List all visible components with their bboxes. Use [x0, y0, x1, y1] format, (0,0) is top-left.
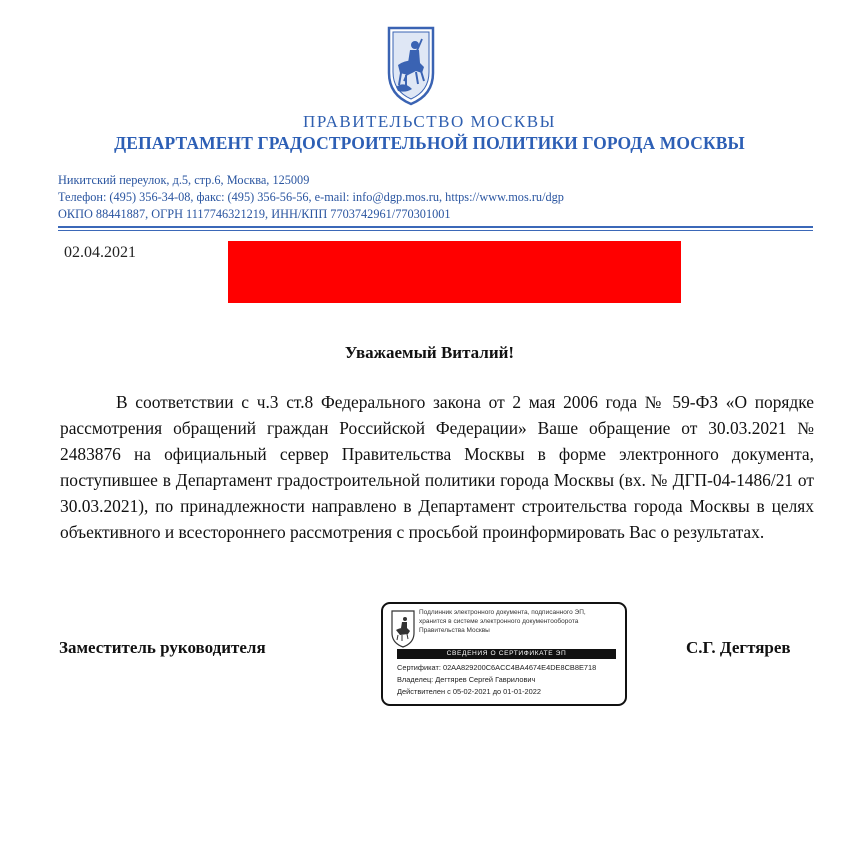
department-title: ДЕПАРТАМЕНТ ГРАДОСТРОИТЕЛЬНОЙ ПОЛИТИКИ ГОРОДА МОСКВЫ — [114, 133, 745, 153]
redaction-box — [228, 241, 681, 303]
stamp-header-line-3: Правительства Москвы — [419, 626, 490, 634]
stamp-header-line-2: хранится в системе электронного документооборота — [419, 617, 579, 625]
header-rule-thick — [58, 226, 813, 228]
signer-title: Заместитель руководителя — [59, 638, 266, 657]
stamp-certificate: Сертификат: 02AA829200C6ACC4BA4674E4DE8CB8E718 — [397, 663, 597, 672]
stamp-validity: Действителен с 05-02-2021 до 01-01-2022 — [397, 687, 541, 696]
registry-line: ОКПО 88441887, ОГРН 1117746321219, ИНН/КПП 7703742961/770301001 — [58, 207, 451, 221]
contacts-line: Телефон: (495) 356-34-08, факс: (495) 356-56-56, e-mail: info@dgp.mos.ru, https://www.mos.ru/dgp — [58, 190, 564, 204]
signer-name: С.Г. Дегтярев — [686, 638, 791, 657]
stamp-header — [419, 609, 624, 635]
stamp-header-line-1: Подлинник электронного документа, подписанного ЭП, — [419, 609, 586, 616]
stamp-emblem-icon — [391, 610, 415, 648]
moscow-coat-of-arms-icon — [386, 25, 436, 107]
stamp-owner: Владелец: Дегтярев Сергей Гаврилович — [397, 675, 536, 684]
address-line: Никитский переулок, д.5, стр.6, Москва, 125009 — [58, 173, 310, 187]
header-rule-thin — [58, 230, 813, 231]
stamp-section-bar: СВЕДЕНИЯ О СЕРТИФИКАТЕ ЭП — [397, 649, 616, 659]
greeting: Уважаемый Виталий! — [344, 343, 515, 362]
document-date: 02.04.2021 — [64, 244, 136, 261]
letter-body: В соответствии с ч.3 ст.8 Федерального закона от 2 мая 2006 года № 59-ФЗ «О порядке рассмотрения обращений граждан Российской Федерации» Ваше обращение от 30.03.2021 № 2483876 на официальный сервер Правительства Москвы в форме электронного документа, поступившее в Департамент градостроительной политики города Москвы (вх. № ДГП-04-1486/21 от 30.03.2021), по принадлежности направлено в Департамент строительства города Москвы в целях объективного и всестороннего рассмотрения с просьбой проинформировать Вас о результатах. — [60, 392, 814, 542]
electronic-signature-stamp — [381, 602, 627, 706]
government-title: ПРАВИТЕЛЬСТВО МОСКВЫ — [303, 112, 556, 131]
